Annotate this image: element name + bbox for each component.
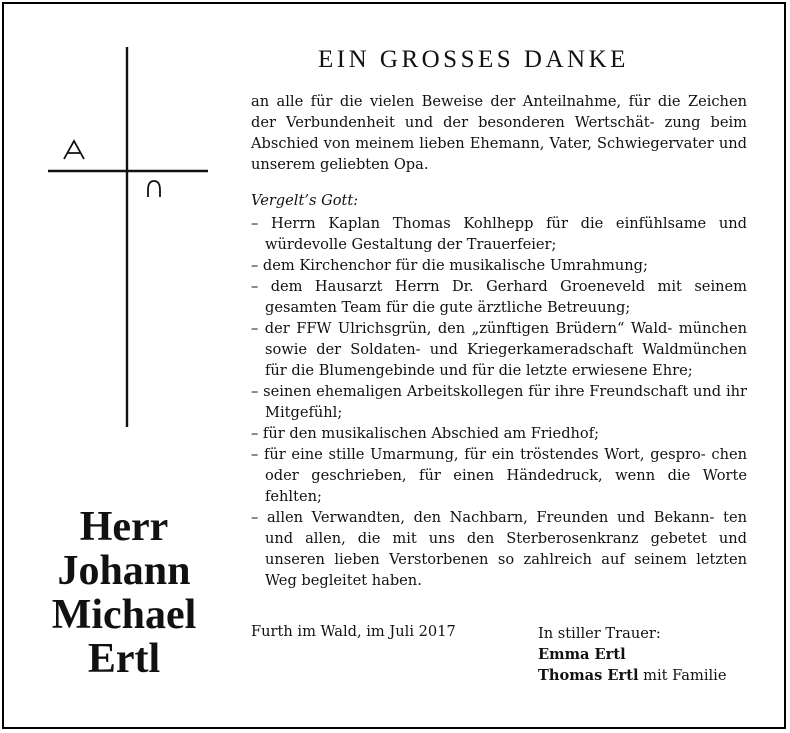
deceased-name-line: Herr (79, 504, 169, 550)
deceased-name-line: Michael (51, 592, 197, 638)
mourners-block (538, 623, 726, 686)
cross-icon (0, 0, 260, 440)
thanks-item: – dem Kirchenchor für die musikalische Umrahmung; (251, 257, 648, 274)
thanks-item: – Herrn Kaplan Thomas Kohlhepp für die einfühlsame und würdevolle Gestaltung der Trauerfeier; (251, 215, 747, 253)
thanks-item: – dem Hausarzt Herrn Dr. Gerhard Groeneveld mit seinem gesamten Team für die gute ärztliche Betreuung; (251, 278, 747, 316)
mourner-suffix: mit Familie (638, 667, 727, 684)
thanks-item: – seinen ehemaligen Arbeitskollegen für ihre Freundschaft und ihr Mitgefühl; (251, 383, 747, 421)
alpha-icon (64, 141, 84, 159)
mourner-line (538, 665, 726, 686)
notice-title: EIN GROSSES DANKE (318, 46, 629, 73)
thanks-item: – für eine stille Umarmung, für ein tröstendes Wort, gespro- chen oder geschrieben, für einen Händedruck, wenn die Worte fehlten; (251, 446, 747, 505)
mourner-name: Thomas Ertl (538, 667, 639, 684)
thanks-item: – für den musikalischen Abschied am Friedhof; (251, 425, 600, 442)
omega-icon (148, 181, 160, 197)
thanks-item: – der FFW Ulrichsgrün, den „zünftigen Brüdern“ Wald- münchen sowie der Soldaten- und Kriegerkameradschaft Waldmünchen für die Blumengebinde und für die letzte erwiesene Ehre; (251, 320, 747, 379)
deceased-name-line: Johann (57, 548, 191, 594)
deceased-name (24, 505, 224, 681)
intro-text: an alle für die vielen Beweise der Anteilnahme, für die Zeichen der Verbundenheit und der besonderen Wertschät- zung beim Abschied von meinem lieben Ehemann, Vater, Schwiegervater und unserem geliebten Opa. (251, 93, 747, 173)
mourner-name: Emma Ertl (538, 646, 626, 663)
mourners-label: In stiller Trauer: (538, 625, 661, 642)
thanks-list (251, 213, 747, 591)
place-date: Furth im Wald, im Juli 2017 (251, 623, 456, 640)
thanks-item: – allen Verwandten, den Nachbarn, Freunden und Bekann- ten und allen, die mit uns den Sterberosenkranz gebetet und unseren lieben Verstorbenen so zahlreich auf seinem letzten Weg begleitet haben. (251, 509, 747, 589)
vergelt-label: Vergelt’s Gott: (251, 192, 359, 209)
deceased-name-line: Ertl (87, 636, 161, 682)
